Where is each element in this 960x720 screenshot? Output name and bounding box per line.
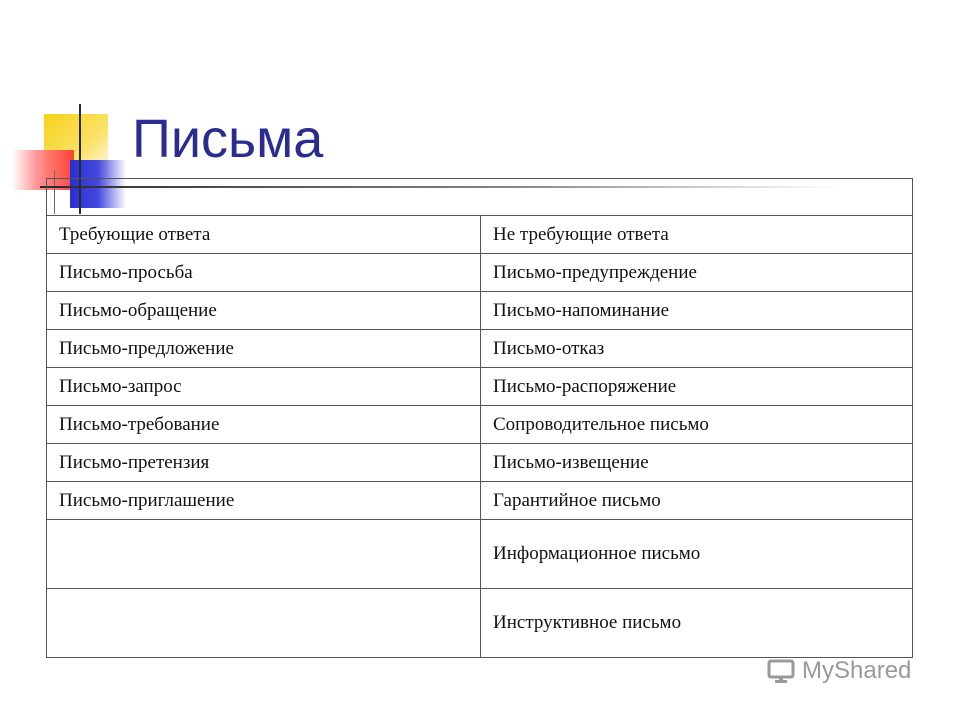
table-cell: Письмо-приглашение: [47, 482, 481, 520]
table-cell: Письмо-просьба: [47, 254, 481, 292]
table-row-empty: [47, 179, 913, 216]
table-cell: [47, 520, 481, 589]
table-row: [47, 368, 913, 406]
table-row: [47, 520, 913, 589]
table-row: [47, 330, 913, 368]
table-cell: [47, 589, 481, 658]
table-cell: Информационное письмо: [481, 520, 913, 589]
table-row: [47, 589, 913, 658]
slide-title: Письма: [132, 109, 324, 169]
watermark: [766, 656, 911, 686]
table-cell: Письмо-напоминание: [481, 292, 913, 330]
table-row: [47, 254, 913, 292]
table-cell: Сопроводительное письмо: [481, 406, 913, 444]
table-header-requires-reply: Требующие ответа: [47, 216, 481, 254]
table-cell: Письмо-распоряжение: [481, 368, 913, 406]
monitor-icon: [766, 656, 796, 686]
letters-table: [46, 178, 913, 658]
table-cell: Письмо-запрос: [47, 368, 481, 406]
table-row: [47, 482, 913, 520]
table-cell: Письмо-отказ: [481, 330, 913, 368]
table-header-row: [47, 216, 913, 254]
table-cell: Письмо-обращение: [47, 292, 481, 330]
table-cell: Письмо-предложение: [47, 330, 481, 368]
watermark-text: MyShared: [802, 657, 912, 684]
table-cell: Письмо-извещение: [481, 444, 913, 482]
table-cell: Письмо-требование: [47, 406, 481, 444]
table-cell: Гарантийное письмо: [481, 482, 913, 520]
table-row: [47, 292, 913, 330]
table-cell: Письмо-претензия: [47, 444, 481, 482]
table-row: [47, 406, 913, 444]
table-row: [47, 444, 913, 482]
table-cell: Инструктивное письмо: [481, 589, 913, 658]
table-cell-empty: [47, 179, 913, 216]
table-cell: Письмо-предупреждение: [481, 254, 913, 292]
table-header-no-reply: Не требующие ответа: [481, 216, 913, 254]
